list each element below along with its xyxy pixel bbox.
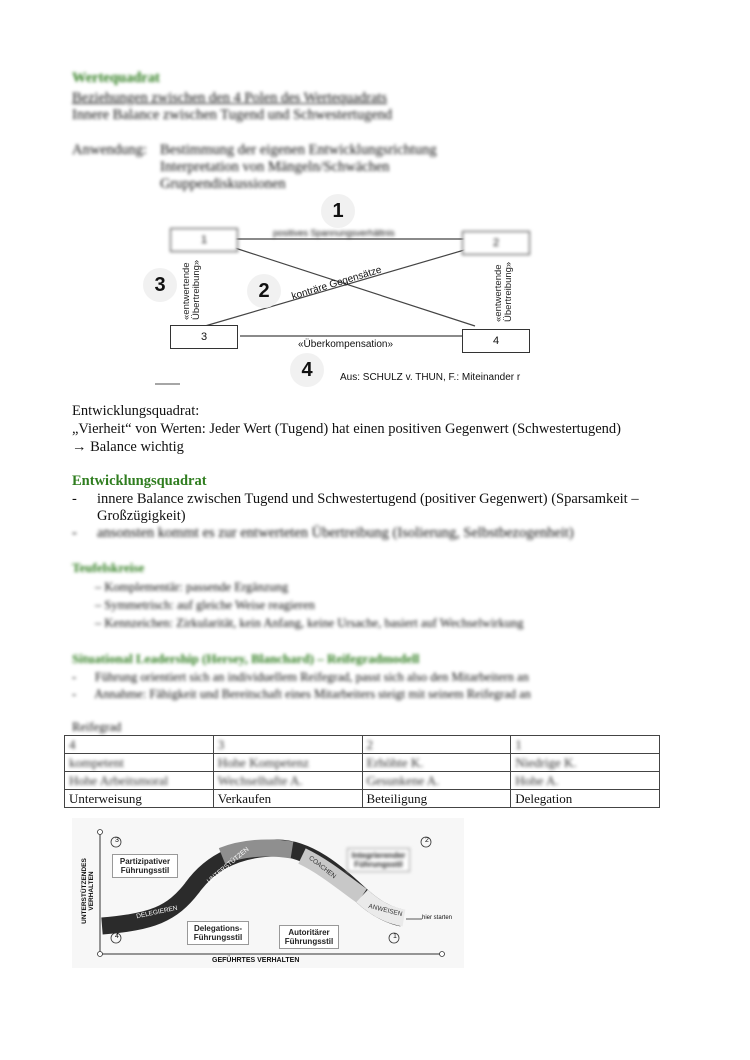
table-cell: Delegation	[511, 790, 660, 808]
table-cell: Hohe Kompetenz	[213, 754, 362, 772]
ewq-heading: Entwicklungsquadrat	[72, 473, 207, 489]
bullet-dash-2: -	[72, 525, 77, 541]
table-row	[65, 790, 660, 808]
teufelskreise-heading: Teufelskreise	[72, 560, 145, 575]
start-label: hier starten	[422, 915, 453, 921]
anwendung-item-1: Bestimmung der eigenen Entwicklungsrichtung	[160, 142, 437, 158]
number-badge-2: 2	[247, 274, 281, 308]
anwendung-item-3: Gruppendiskussionen	[160, 176, 286, 192]
ewq-line-1: „Vierheit“ von Werten: Jeder Wert (Tugend) hat einen positiven Gegenwert (Schwestertugend)	[72, 421, 621, 437]
label-partizipativ: Partizipativer Führungsstil	[112, 854, 178, 878]
quadrant-number-4: 4	[115, 933, 119, 940]
table-cell: Erhöhte K.	[362, 754, 511, 772]
sl-heading: Situational Leadership (Hersey, Blanchard) – Reifegradmodell	[72, 651, 420, 666]
label-autoritaer: Autoritärer Führungsstil	[279, 925, 339, 949]
bottom-relation-label: «Überkompensation»	[298, 339, 394, 350]
y-axis-label: UNTERSTÜTZENDES VERHALTEN	[81, 858, 95, 924]
figure-credit: Aus: SCHULZ v. THUN, F.: Miteinander r	[340, 372, 521, 383]
quadrant-box-4: 4	[462, 329, 530, 353]
band-label-delegieren: DELEGIEREN	[135, 904, 179, 921]
reifegrad-label: Reifegrad	[72, 720, 122, 734]
quadrant-box-3: 3	[170, 325, 238, 349]
label-integrierend: Integrierender Führungsstil	[347, 848, 410, 872]
ewq-bullet-1a: innere Balance zwischen Tugend und Schwestertugend (positiver Gegenwert) (Sparsamkeit –	[97, 491, 639, 507]
ewq-line-2: → Balance wichtig	[72, 439, 184, 455]
quadrant-number-3: 3	[115, 837, 119, 844]
quadrant-box-1: 1	[170, 228, 238, 252]
table-cell: 3	[213, 736, 362, 754]
band-label-coachen: COACHEN	[307, 854, 338, 881]
table-cell: 4	[65, 736, 214, 754]
reifegrad-table	[64, 735, 660, 808]
diagonal-relation-label: konträre Gegensätze	[290, 264, 383, 303]
teufelskreise-item-3: – Kennzeichen: Zirkularität, kein Anfang, keine Ursache, basiert auf Wechselwirkung	[95, 616, 524, 630]
ewq-label: Entwicklungsquadrat:	[72, 403, 200, 419]
table-cell: Beteiligung	[362, 790, 511, 808]
band-label-anweisen: ANWEISEN	[367, 902, 404, 919]
sl-item-1: - Führung orientiert sich an individuellem Reifegrad, passt sich also den Mitarbeitern an	[72, 670, 529, 684]
number-badge-3: 3	[143, 268, 177, 302]
teufelskreise-item-1: – Komplementär: passende Ergänzung	[95, 580, 289, 594]
sl-item-2: - Annahme: Fähigkeit und Bereitschaft eines Mitarbeiters steigt mit seinem Reifegrad an	[72, 687, 531, 701]
number-badge-4: 4	[290, 353, 324, 387]
table-cell: Gesunkene A.	[362, 772, 511, 790]
quadrant-number-2: 2	[425, 837, 429, 844]
table-cell: 2	[362, 736, 511, 754]
table-cell: kompetent	[65, 754, 214, 772]
x-axis-label: GEFÜHRTES VERHALTEN	[212, 957, 300, 964]
table-cell: Niedrige K.	[511, 754, 660, 772]
right-vertical-label: «entwertende Übertreibung»	[493, 261, 514, 322]
top-relation-label: positives Spannungsverhältnis	[273, 228, 395, 238]
table-cell: Verkaufen	[213, 790, 362, 808]
quadrant-box-2: 2	[462, 231, 530, 255]
curve-band-mid	[222, 848, 292, 856]
anwendung-item-2: Interpretation von Mängeln/Schwächen	[160, 159, 390, 175]
wertequadrat-subtitle-2: Innere Balance zwischen Tugend und Schwestertugend	[72, 107, 393, 123]
table-cell: Hohe A.	[511, 772, 660, 790]
ewq-bullet-1b: Großzügigkeit)	[97, 508, 186, 524]
table-cell: 1	[511, 736, 660, 754]
table-row	[65, 736, 660, 754]
label-delegations: Delegations-Führungsstil	[187, 921, 249, 945]
left-vertical-label: «entwertende Übertreibung»	[181, 259, 202, 320]
wertequadrat-subtitle-1: Beziehungen zwischen den 4 Polen des Wertequadrats	[72, 90, 388, 106]
table-cell: Wechselhafte A.	[213, 772, 362, 790]
anwendung-label: Anwendung:	[72, 142, 147, 158]
teufelskreise-item-2: – Symmetrisch: auf gleiche Weise reagieren	[95, 598, 315, 612]
wertequadrat-diagram	[140, 198, 540, 388]
quadrant-number-1: 1	[393, 933, 397, 940]
leadership-curve-diagram	[72, 818, 464, 968]
table-cell: Unterweisung	[65, 790, 214, 808]
table-cell: Hohe Arbeitsmoral	[65, 772, 214, 790]
ewq-bullet-2: ansonsten kommt es zur entwerteten Übertreibung (Isolierung, Selbstbezogenheit)	[97, 525, 574, 541]
number-badge-1: 1	[321, 194, 355, 228]
table-row	[65, 754, 660, 772]
leadership-curve-svg	[72, 818, 464, 968]
band-label-unterstuetzen: UNTERSTÜTZEN	[205, 845, 251, 886]
table-row	[65, 772, 660, 790]
bullet-dash-1: -	[72, 491, 77, 507]
wertequadrat-heading: Wertequadrat	[72, 70, 160, 86]
